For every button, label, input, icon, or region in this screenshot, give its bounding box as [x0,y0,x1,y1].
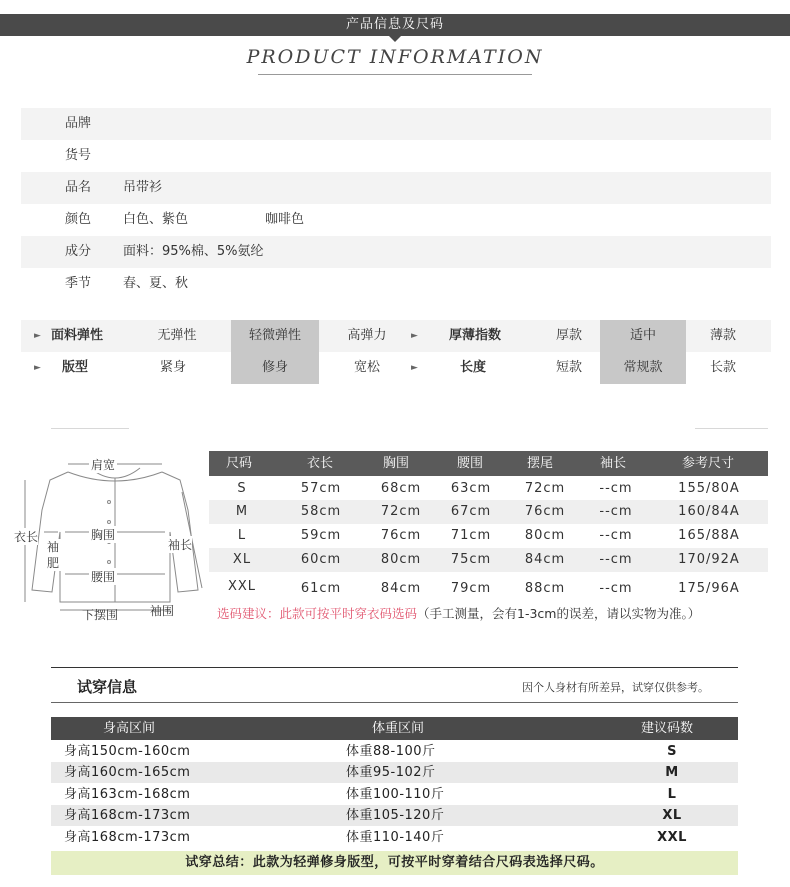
attr-option: 宽松 [353,360,380,375]
size-cell: 84cm [524,552,566,567]
divider [695,428,768,429]
size-col-header: 袖长 [599,456,626,471]
trial-weight: 体重110-140斤 [346,830,445,845]
size-cell: 80cm [380,552,422,567]
divider [51,428,129,429]
trial-size: L [667,787,677,802]
size-cell: 88cm [524,581,566,596]
size-cell: --cm [599,504,633,519]
trial-col-header: 身高区间 [103,721,156,736]
info-row-name [21,172,771,204]
trial-height: 身高168cm-173cm [64,830,191,845]
trial-top-rule [51,667,738,668]
attr-option: 高弹力 [347,328,387,343]
trial-subtitle: 因个人身材有所差异，试穿仅供参考。 [522,681,709,694]
info-label: 成分 [65,244,92,259]
subtitle-underline [258,74,532,75]
trial-weight: 体重88-100斤 [346,744,436,759]
size-advice-highlight: 选码建议：此款可按平时穿衣码选码 [217,606,418,621]
diagram-label-sleeve-length: 袖长 [168,538,193,552]
size-cell: 165/88A [678,528,740,543]
size-cell: 76cm [380,528,422,543]
size-cell: 155/80A [678,481,740,496]
size-cell: --cm [599,581,633,596]
diagram-label-waist: 腰围 [91,570,116,584]
size-cell: 175/96A [678,581,740,596]
trial-summary: 试穿总结：此款为轻弹修身版型，可按平时穿着结合尺码表选择尺码。 [51,851,738,875]
attr-row-2 [21,352,771,384]
size-cell: 72cm [524,481,566,496]
size-cell: 79cm [450,581,492,596]
diagram-label-shoulder: 肩宽 [91,458,116,472]
size-advice-disclaimer: （手工测量，会有1-3cm的误差，请以实物为准。） [417,606,701,621]
attr-row-1 [21,320,771,352]
trial-height: 身高168cm-173cm [64,808,191,823]
size-cell: XL [232,552,252,567]
info-row-material [21,236,771,268]
section-title: 产品信息及尺码 [345,17,444,32]
attr-option: 薄款 [709,328,736,343]
size-cell: --cm [599,552,633,567]
size-cell: M [235,504,249,519]
arrow-right-icon: ► [411,363,418,373]
size-cell: XXL [227,579,257,594]
trial-col-header: 体重区间 [372,721,425,736]
diagram-label-cuff: 袖围 [150,604,175,618]
size-cell: 84cm [380,581,422,596]
trial-weight: 体重105-120斤 [346,808,445,823]
diagram-label-length: 衣长 [14,530,39,544]
trial-size: M [665,765,679,780]
size-cell: 71cm [450,528,492,543]
info-value: 面料：95%棉、5%氨纶 [123,244,264,259]
info-label: 品名 [65,180,92,195]
size-cell: 67cm [450,504,492,519]
size-cell: 72cm [380,504,422,519]
size-cell: 59cm [300,528,342,543]
size-cell: 80cm [524,528,566,543]
trial-bottom-rule [51,702,738,703]
size-cell: 60cm [300,552,342,567]
attr-option: 短款 [555,360,582,375]
size-cell: --cm [599,528,633,543]
attr-option: 紧身 [159,360,186,375]
info-label: 季节 [65,276,92,291]
info-row-brand [21,108,771,140]
info-label: 货号 [65,148,92,163]
trial-size: XXL [657,830,687,845]
size-col-header: 胸围 [382,456,409,471]
arrow-right-icon: ► [34,363,41,373]
info-value: 白色、紫色 [123,212,189,227]
size-col-header: 参考尺寸 [681,456,734,471]
size-cell: 63cm [450,481,492,496]
trial-height: 身高160cm-165cm [64,765,191,780]
size-cell: S [237,481,247,496]
attr-option: 厚款 [555,328,582,343]
attr-option-selected: 修身 [231,352,319,384]
arrow-right-icon: ► [34,331,41,341]
caret-down-icon [389,36,401,42]
attr-option: 长款 [709,360,736,375]
trial-weight: 体重100-110斤 [346,787,445,802]
section-subtitle: PRODUCT INFORMATION [246,46,544,68]
trial-height: 身高150cm-160cm [64,744,191,759]
size-cell: 160/84A [678,504,740,519]
size-cell: 68cm [380,481,422,496]
size-cell: 58cm [300,504,342,519]
info-label: 颜色 [65,212,92,227]
size-cell: 76cm [524,504,566,519]
diagram-label-hem: 下摆围 [82,608,119,622]
info-row-season [21,268,771,300]
attr-label-length: 长度 [460,360,487,375]
attr-option-selected: 轻微弹性 [231,320,319,352]
size-cell: 61cm [300,581,342,596]
attr-option-selected: 适中 [600,320,686,352]
info-value: 吊带衫 [123,180,163,195]
attr-label-elasticity: 面料弹性 [51,328,104,343]
trial-col-header: 建议码数 [641,721,694,736]
trial-size: XL [662,808,682,823]
size-cell: 170/92A [678,552,740,567]
arrow-right-icon: ► [411,331,418,341]
size-cell: --cm [599,481,633,496]
size-advice-note [217,604,700,622]
info-row-sku [21,140,771,172]
size-col-header: 摆尾 [526,456,553,471]
attr-label-fit: 版型 [62,360,89,375]
diagram-label-chest: 胸围 [91,528,116,542]
trial-height: 身高163cm-168cm [64,787,191,802]
trial-size: S [667,744,677,759]
diagram-label-sleeve-width: 袖 肥 [47,540,60,570]
info-value-extra: 咖啡色 [265,212,305,227]
size-col-header: 腰围 [456,456,483,471]
attr-option-selected: 常规款 [600,352,686,384]
size-cell: L [237,528,247,543]
size-col-header: 尺码 [225,456,252,471]
info-row-color [21,204,771,236]
info-label: 品牌 [65,116,92,131]
info-value: 春、夏、秋 [123,276,189,291]
size-cell: 57cm [300,481,342,496]
trial-weight: 体重95-102斤 [346,765,436,780]
attr-option: 无弹性 [157,328,197,343]
attr-label-thickness: 厚薄指数 [449,328,502,343]
trial-title: 试穿信息 [77,678,138,696]
size-cell: 75cm [450,552,492,567]
size-col-header: 衣长 [306,456,333,471]
